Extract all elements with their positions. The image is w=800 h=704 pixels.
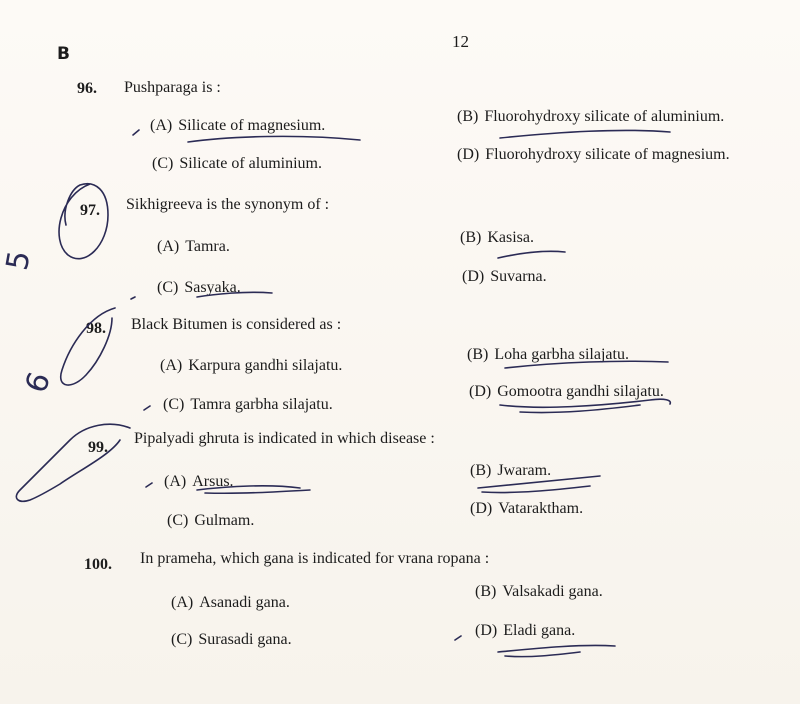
question-number: 99. <box>88 439 108 456</box>
circle-mark <box>59 184 108 259</box>
underline <box>498 645 615 652</box>
option-text: Kasisa. <box>487 229 534 246</box>
option-letter: (C) <box>157 279 179 296</box>
option-text: Asanadi gana. <box>199 594 290 611</box>
option-text: Eladi gana. <box>503 622 576 639</box>
option-text: Loha garbha silajatu. <box>494 346 629 363</box>
option-text: Surasadi gana. <box>198 631 292 648</box>
option-letter: (D) <box>475 622 498 639</box>
circle-mark <box>16 424 130 501</box>
option-d[interactable] <box>469 383 664 401</box>
question-number: 97. <box>80 202 100 219</box>
option-text: Fluorohydroxy silicate of aluminium. <box>484 108 725 125</box>
tick-mark <box>133 130 139 135</box>
underline <box>498 251 565 258</box>
option-letter: (D) <box>469 383 492 400</box>
option-text: Jwaram. <box>497 462 552 479</box>
option-letter: (C) <box>152 155 174 172</box>
option-letter: (D) <box>470 500 493 517</box>
option-text: Arsus. <box>192 473 234 490</box>
series-code: B <box>57 44 70 64</box>
option-text: Vataraktham. <box>498 500 584 517</box>
option-d[interactable] <box>462 268 547 286</box>
option-text: Sasyaka. <box>184 279 241 296</box>
option-a[interactable] <box>164 473 234 491</box>
tick-mark <box>455 636 461 640</box>
option-c[interactable] <box>157 279 241 297</box>
tick-mark <box>131 297 135 299</box>
option-c[interactable] <box>152 155 322 173</box>
option-letter: (B) <box>470 462 492 479</box>
option-text: Silicate of magnesium. <box>178 117 326 134</box>
option-letter: (B) <box>457 108 479 125</box>
underline <box>500 130 670 138</box>
option-letter: (A) <box>160 357 183 374</box>
question-number: 96. <box>77 80 97 97</box>
option-b[interactable] <box>467 346 629 364</box>
option-text: Valsakadi gana. <box>502 583 603 600</box>
option-letter: (D) <box>462 268 485 285</box>
option-b[interactable] <box>460 229 534 247</box>
option-b[interactable] <box>457 108 724 126</box>
option-d[interactable] <box>470 500 583 518</box>
option-letter: (A) <box>171 594 194 611</box>
option-text: Tamra garbha silajatu. <box>190 396 333 413</box>
option-letter: (A) <box>150 117 173 134</box>
option-d[interactable] <box>475 622 575 640</box>
question-number: 98. <box>86 320 106 337</box>
option-text: Karpura gandhi silajatu. <box>188 357 343 374</box>
option-b[interactable] <box>470 462 551 480</box>
underline <box>188 136 360 142</box>
option-text: Suvarna. <box>490 268 547 285</box>
option-text: Gulmam. <box>194 512 255 529</box>
option-c[interactable] <box>163 396 333 414</box>
option-letter: (C) <box>171 631 193 648</box>
option-letter: (B) <box>460 229 482 246</box>
option-a[interactable] <box>160 357 342 375</box>
option-c[interactable] <box>167 512 254 530</box>
margin-score: 6 <box>18 367 59 398</box>
option-a[interactable] <box>171 594 290 612</box>
margin-score: 5 <box>0 248 38 274</box>
option-text: Gomootra gandhi silajatu. <box>497 383 664 400</box>
question-text: In prameha, which gana is indicated for vrana ropana : <box>140 550 490 567</box>
tick-mark <box>144 406 150 410</box>
question-text: Sikhigreeva is the synonym of : <box>126 196 330 213</box>
underline <box>520 405 640 413</box>
question-text: Pipalyadi ghruta is indicated in which disease : <box>134 430 435 447</box>
option-letter: (B) <box>467 346 489 363</box>
option-letter: (D) <box>457 146 480 163</box>
option-letter: (B) <box>475 583 497 600</box>
option-letter: (A) <box>164 473 187 490</box>
page-number: 12 <box>452 32 469 51</box>
question-text: Pushparaga is : <box>124 79 221 96</box>
option-letter: (A) <box>157 238 180 255</box>
option-letter: (C) <box>167 512 189 529</box>
option-c[interactable] <box>171 631 292 649</box>
option-d[interactable] <box>457 146 730 164</box>
option-text: Fluorohydroxy silicate of magnesium. <box>485 146 730 163</box>
option-b[interactable] <box>475 583 603 601</box>
underline <box>482 486 590 493</box>
option-text: Tamra. <box>185 238 230 255</box>
option-a[interactable] <box>157 238 230 256</box>
option-text: Silicate of aluminium. <box>179 155 322 172</box>
option-a[interactable] <box>150 117 325 135</box>
question-number: 100. <box>84 556 112 573</box>
question-text: Black Bitumen is considered as : <box>131 316 342 333</box>
tick-mark <box>146 483 152 487</box>
underline <box>505 652 580 657</box>
option-letter: (C) <box>163 396 185 413</box>
